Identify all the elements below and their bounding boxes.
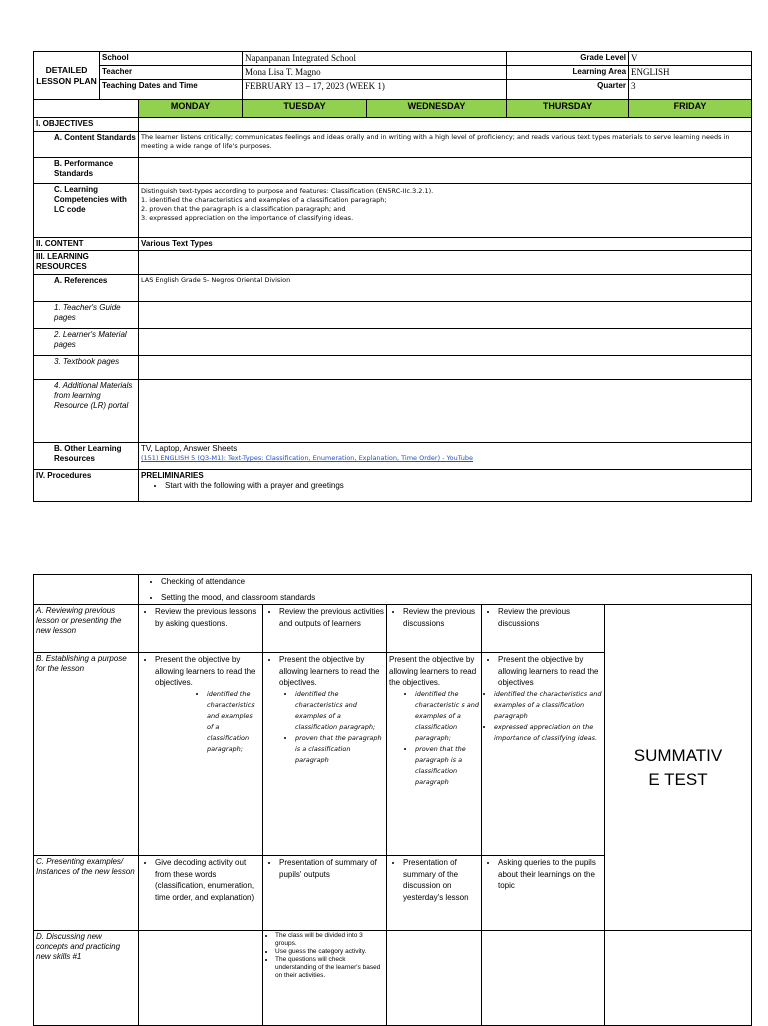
step-b-monday-text: • Present the objective by allowing learners to read the objectives. xyxy=(155,654,260,689)
lr-portal-label: 4. Additional Materials from learning Resource (LR) portal xyxy=(34,380,139,443)
step-d-wednesday xyxy=(387,931,482,1026)
step-d-tuesday-item: • The questions will check understanding of the learner's based on their activities. xyxy=(275,956,384,980)
teacher-label: Teacher xyxy=(100,66,243,80)
lesson-plan-table-page-1 xyxy=(33,51,752,502)
step-a-thursday-text: • Review the previous discussions xyxy=(498,606,602,629)
performance-standards-text xyxy=(139,158,752,184)
prelim-item: • Checking of attendance xyxy=(161,576,749,588)
objective-sub-item: • identified the characteristics and examples of a classification paragraph xyxy=(494,689,602,722)
grade-label: Grade Level xyxy=(507,52,629,66)
step-b-tuesday-text: • Present the objective by allowing learners to read the objectives. xyxy=(279,654,384,689)
objectives-blank xyxy=(139,118,752,132)
friday-summative-test: SUMMATIVE TEST xyxy=(605,605,752,931)
competencies-label: C. Learning Competencies with LC code xyxy=(34,184,139,238)
resources-blank xyxy=(139,251,752,275)
objectives-heading: I. OBJECTIVES xyxy=(34,118,139,132)
textbook-label: 3. Textbook pages xyxy=(34,356,139,380)
step-a-tuesday-text: • Review the previous activities and outputs of learners xyxy=(279,606,384,629)
step-a-label: A. Reviewing previous lesson or presenting the new lesson xyxy=(34,605,139,653)
step-b-thursday xyxy=(482,653,605,856)
step-c-tuesday xyxy=(263,856,387,931)
step-b-label: B. Establishing a purpose for the lesson xyxy=(34,653,139,856)
step-c-thursday-text: • Asking queries to the pupils about their learnings on the topic xyxy=(498,857,602,892)
teachers-guide-value xyxy=(139,302,752,329)
step-c-tuesday-text: • Presentation of summary of pupils' outputs xyxy=(279,857,384,880)
content-standards-label: A. Content Standards xyxy=(34,132,139,158)
competency-line: Distinguish text-types according to purpose and features: Classification (EN5RC-IIc.3.2.1). xyxy=(141,187,434,195)
competencies-text xyxy=(139,184,752,238)
school-label: School xyxy=(100,52,243,66)
content-standards-text: The learner listens critically; communicates feelings and ideas orally and in writing with a high level of proficiency; and reads various text types materials to serve learning needs in meeting a wide range of life's purposes. xyxy=(139,132,752,158)
textbook-value xyxy=(139,356,752,380)
step-d-tuesday-item: • The class will be divided into 3 groups. xyxy=(275,932,384,948)
prelim-continued xyxy=(139,575,752,605)
other-resources-value xyxy=(139,443,752,470)
objective-sub-item: • expressed appreciation on the importance of classifying ideas. xyxy=(494,722,602,744)
preliminaries-cell xyxy=(139,470,752,502)
other-resources-text: TV, Laptop, Answer Sheets xyxy=(141,444,238,453)
youtube-link[interactable]: (151) ENGLISH 5 (Q3-M1): Text-Types: Classification, Enumeration, Explanation, Time Order) - YouTube xyxy=(141,454,474,462)
procedures-heading: IV. Procedures xyxy=(34,470,139,502)
prelim-item: • Start with the following with a prayer and greetings xyxy=(165,481,749,491)
dates-label: Teaching Dates and Time xyxy=(100,80,243,100)
step-b-wednesday xyxy=(387,653,482,856)
step-c-monday-text: • Give decoding activity out from these words (classification, enumeration, time order, and explanation) xyxy=(155,857,260,903)
step-d-thursday xyxy=(482,931,605,1026)
step-c-monday xyxy=(139,856,263,931)
prelim-item: • Setting the mood, and classroom standards xyxy=(161,592,749,604)
objective-sub-item: • proven that the paragraph is a classification paragraph xyxy=(295,733,384,766)
objective-sub-item: • identified the characteristics and examples of a classification paragraph; xyxy=(207,689,260,755)
learners-material-value xyxy=(139,329,752,356)
step-d-label: D. Discussing new concepts and practicing new skills #1 xyxy=(34,931,139,1026)
step-c-wednesday xyxy=(387,856,482,931)
content-value: Various Text Types xyxy=(139,238,752,251)
step-c-thursday xyxy=(482,856,605,931)
quarter-label: Quarter xyxy=(507,80,629,100)
step-a-thursday xyxy=(482,605,605,653)
objective-sub-item: • identified the characteristics and examples of a classification paragraph; xyxy=(295,689,384,733)
resources-heading: III. LEARNING RESOURCES xyxy=(34,251,139,275)
preliminaries-heading: PRELIMINARIES xyxy=(141,471,204,480)
teacher-value: Mona Lisa T. Magno xyxy=(243,66,507,80)
day-monday: MONDAY xyxy=(139,100,243,118)
area-value: ENGLISH xyxy=(629,66,752,80)
objective-sub-item: • identified the characteristic s and examples of a classification paragraph; xyxy=(415,689,479,744)
step-b-wednesday-text: Present the objective by allowing learners to read the objectives. xyxy=(389,655,477,687)
day-header-blank xyxy=(34,100,139,118)
references-label: A. References xyxy=(34,275,139,302)
step-b-monday xyxy=(139,653,263,856)
content-heading: II. CONTENT xyxy=(34,238,139,251)
learners-material-label: 2. Learner's Material pages xyxy=(34,329,139,356)
step-a-tuesday xyxy=(263,605,387,653)
grade-value: V xyxy=(629,52,752,66)
lr-portal-value xyxy=(139,380,752,443)
performance-standards-label: B. Performance Standards xyxy=(34,158,139,184)
dates-value: FEBRUARY 13 – 17, 2023 (WEEK 1) xyxy=(243,80,507,100)
other-resources-label: B. Other Learning Resources xyxy=(34,443,139,470)
step-d-tuesday xyxy=(263,931,387,1026)
step-c-label: C. Presenting examples/ Instances of the new lesson xyxy=(34,856,139,931)
day-tuesday: TUESDAY xyxy=(243,100,367,118)
references-value: LAS English Grade 5- Negros Oriental Division xyxy=(139,275,752,302)
step-c-wednesday-text: • Presentation of summary of the discussion on yesterday's lesson xyxy=(403,857,479,903)
quarter-value: 3 xyxy=(629,80,752,100)
teachers-guide-label: 1. Teacher's Guide pages xyxy=(34,302,139,329)
day-wednesday: WEDNESDAY xyxy=(367,100,507,118)
step-b-thursday-text: • Present the objective by allowing learners to read the objectives xyxy=(498,654,602,689)
step-d-tuesday-item: • Use guess the category activity. xyxy=(275,948,384,956)
competency-line: 1. identified the characteristics and examples of a classification paragraph; xyxy=(141,196,387,204)
step-d-friday xyxy=(605,931,752,1026)
prelim-label-blank xyxy=(34,575,139,605)
day-thursday: THURSDAY xyxy=(507,100,629,118)
step-a-wednesday xyxy=(387,605,482,653)
objective-sub-item: • proven that the paragraph is a classification paragraph xyxy=(415,744,479,788)
step-a-monday-text: • Review the previous lessons by asking questions. xyxy=(155,606,260,629)
area-label: Learning Area xyxy=(507,66,629,80)
plan-title: DETAILED LESSON PLAN xyxy=(34,52,100,100)
step-a-wednesday-text: • Review the previous discussions xyxy=(403,606,479,629)
lesson-plan-table-page-2 xyxy=(33,574,752,1026)
school-value: Napanpanan Integrated School xyxy=(243,52,507,66)
step-b-tuesday xyxy=(263,653,387,856)
step-a-monday xyxy=(139,605,263,653)
day-friday: FRIDAY xyxy=(629,100,752,118)
competency-line: 2. proven that the paragraph is a classification paragraph; and xyxy=(141,205,346,213)
step-d-monday xyxy=(139,931,263,1026)
competency-line: 3. expressed appreciation on the importance of classifying ideas. xyxy=(141,214,354,222)
